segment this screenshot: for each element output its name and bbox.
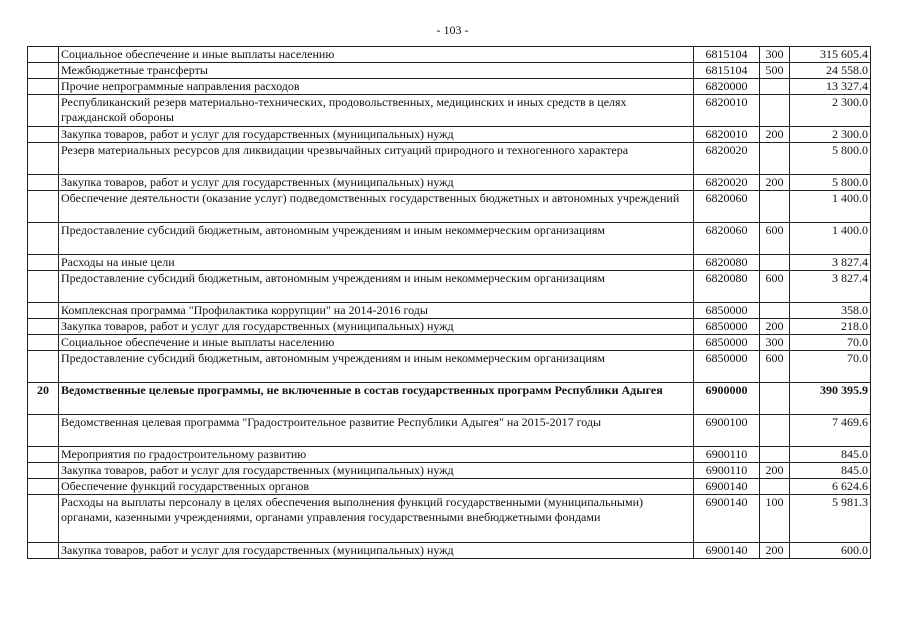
row-name-cell: Обеспечение функций государственных органов — [59, 479, 694, 495]
row-type-cell — [760, 143, 790, 175]
row-number-cell — [28, 175, 59, 191]
table-row — [28, 95, 871, 127]
row-type-cell: 200 — [760, 319, 790, 335]
table-row — [28, 143, 871, 175]
row-code-cell: 6850000 — [694, 319, 760, 335]
row-code-cell: 6900110 — [694, 447, 760, 463]
row-code-cell: 6820020 — [694, 143, 760, 175]
row-name-cell: Резерв материальных ресурсов для ликвидации чрезвычайных ситуаций природного и техногенного характера — [59, 143, 694, 175]
row-name-cell: Мероприятия по градостроительному развитию — [59, 447, 694, 463]
row-code-cell: 6815104 — [694, 63, 760, 79]
row-type-cell: 500 — [760, 63, 790, 79]
table-row — [28, 479, 871, 495]
row-name-cell: Расходы на выплаты персоналу в целях обеспечения выполнения функций государственными (муниципальными) органами, казенными учреждениями, органами управления государственными внебюджетными фондами — [59, 495, 694, 543]
row-code-cell: 6900140 — [694, 495, 760, 543]
row-code-cell: 6900140 — [694, 543, 760, 559]
row-code-cell: 6850000 — [694, 351, 760, 383]
row-type-cell — [760, 447, 790, 463]
row-sum-cell: 1 400.0 — [790, 223, 871, 255]
row-sum-cell: 390 395.9 — [790, 383, 871, 415]
row-type-cell: 200 — [760, 463, 790, 479]
row-sum-cell: 5 800.0 — [790, 143, 871, 175]
row-sum-cell: 358.0 — [790, 303, 871, 319]
budget-table — [27, 46, 871, 559]
row-name-cell: Закупка товаров, работ и услуг для государственных (муниципальных) нужд — [59, 543, 694, 559]
row-code-cell: 6900110 — [694, 463, 760, 479]
page-number: - 103 - — [436, 23, 469, 37]
row-sum-cell: 3 827.4 — [790, 255, 871, 271]
row-number-cell — [28, 415, 59, 447]
row-type-cell: 200 — [760, 175, 790, 191]
row-name-cell: Закупка товаров, работ и услуг для государственных (муниципальных) нужд — [59, 175, 694, 191]
budget-table-body — [28, 47, 871, 559]
row-name-cell: Закупка товаров, работ и услуг для государственных (муниципальных) нужд — [59, 127, 694, 143]
row-name-cell: Прочие непрограммные направления расходов — [59, 79, 694, 95]
row-type-cell: 600 — [760, 351, 790, 383]
row-number-cell — [28, 543, 59, 559]
table-row — [28, 127, 871, 143]
row-sum-cell: 7 469.6 — [790, 415, 871, 447]
table-row — [28, 447, 871, 463]
row-type-cell — [760, 79, 790, 95]
row-sum-cell: 70.0 — [790, 351, 871, 383]
row-number-cell — [28, 223, 59, 255]
row-code-cell: 6900000 — [694, 383, 760, 415]
row-name-cell: Социальное обеспечение и иные выплаты населению — [59, 47, 694, 63]
row-number-cell — [28, 319, 59, 335]
row-sum-cell: 2 300.0 — [790, 95, 871, 127]
row-code-cell: 6820080 — [694, 271, 760, 303]
table-row — [28, 335, 871, 351]
table-row — [28, 175, 871, 191]
row-sum-cell: 6 624.6 — [790, 479, 871, 495]
row-sum-cell: 315 605.4 — [790, 47, 871, 63]
row-code-cell: 6820010 — [694, 127, 760, 143]
row-type-cell — [760, 303, 790, 319]
table-row — [28, 303, 871, 319]
row-code-cell: 6900140 — [694, 479, 760, 495]
row-name-cell: Закупка товаров, работ и услуг для государственных (муниципальных) нужд — [59, 463, 694, 479]
table-row — [28, 319, 871, 335]
row-sum-cell: 1 400.0 — [790, 191, 871, 223]
row-sum-cell: 218.0 — [790, 319, 871, 335]
row-number-cell — [28, 463, 59, 479]
row-type-cell — [760, 479, 790, 495]
table-row — [28, 543, 871, 559]
table-row — [28, 351, 871, 383]
row-number-cell — [28, 303, 59, 319]
row-number-cell — [28, 79, 59, 95]
row-number-cell — [28, 127, 59, 143]
row-type-cell: 600 — [760, 223, 790, 255]
table-row — [28, 47, 871, 63]
row-name-cell: Расходы на иные цели — [59, 255, 694, 271]
row-code-cell: 6850000 — [694, 335, 760, 351]
row-name-cell: Закупка товаров, работ и услуг для государственных (муниципальных) нужд — [59, 319, 694, 335]
row-code-cell: 6820060 — [694, 223, 760, 255]
table-row — [28, 79, 871, 95]
row-code-cell: 6820060 — [694, 191, 760, 223]
row-code-cell: 6815104 — [694, 47, 760, 63]
row-sum-cell: 13 327.4 — [790, 79, 871, 95]
table-row — [28, 191, 871, 223]
row-sum-cell: 24 558.0 — [790, 63, 871, 79]
row-number-cell — [28, 479, 59, 495]
row-name-cell: Ведомственная целевая программа "Градостроительное развитие Республики Адыгея" на 2015-2017 годы — [59, 415, 694, 447]
row-number-cell — [28, 335, 59, 351]
table-row — [28, 271, 871, 303]
row-code-cell: 6820000 — [694, 79, 760, 95]
row-name-cell: Предоставление субсидий бюджетным, автономным учреждениям и иным некоммерческим организациям — [59, 271, 694, 303]
row-sum-cell: 70.0 — [790, 335, 871, 351]
row-number-cell — [28, 47, 59, 63]
row-sum-cell: 845.0 — [790, 463, 871, 479]
row-name-cell: Предоставление субсидий бюджетным, автономным учреждениям и иным некоммерческим организациям — [59, 223, 694, 255]
row-name-cell: Республиканский резерв материально-технических, продовольственных, медицинских и иных средств в целях гражданской обороны — [59, 95, 694, 127]
row-type-cell: 600 — [760, 271, 790, 303]
row-number-cell — [28, 271, 59, 303]
row-type-cell: 300 — [760, 47, 790, 63]
row-number-cell — [28, 351, 59, 383]
row-code-cell: 6900100 — [694, 415, 760, 447]
row-code-cell: 6820020 — [694, 175, 760, 191]
row-name-cell: Предоставление субсидий бюджетным, автономным учреждениям и иным некоммерческим организациям — [59, 351, 694, 383]
row-number-cell — [28, 191, 59, 223]
row-code-cell: 6850000 — [694, 303, 760, 319]
row-sum-cell: 600.0 — [790, 543, 871, 559]
row-type-cell: 300 — [760, 335, 790, 351]
row-sum-cell: 845.0 — [790, 447, 871, 463]
row-number-cell: 20 — [28, 383, 59, 415]
table-row — [28, 63, 871, 79]
row-number-cell — [28, 447, 59, 463]
row-type-cell — [760, 95, 790, 127]
row-type-cell — [760, 383, 790, 415]
row-sum-cell: 5 800.0 — [790, 175, 871, 191]
row-type-cell: 200 — [760, 127, 790, 143]
table-row — [28, 495, 871, 543]
row-code-cell: 6820080 — [694, 255, 760, 271]
row-type-cell — [760, 255, 790, 271]
table-row — [28, 223, 871, 255]
row-name-cell: Межбюджетные трансферты — [59, 63, 694, 79]
row-name-cell: Социальное обеспечение и иные выплаты населению — [59, 335, 694, 351]
row-name-cell: Комплексная программа "Профилактика коррупции" на 2014-2016 годы — [59, 303, 694, 319]
row-name-cell: Ведомственные целевые программы, не включенные в состав государственных программ Республики Адыгея — [59, 383, 694, 415]
row-sum-cell: 2 300.0 — [790, 127, 871, 143]
row-type-cell — [760, 191, 790, 223]
table-row — [28, 463, 871, 479]
row-number-cell — [28, 63, 59, 79]
row-type-cell: 100 — [760, 495, 790, 543]
table-row — [28, 415, 871, 447]
row-name-cell: Обеспечение деятельности (оказание услуг) подведомственных государственных бюджетных и автономных учреждений — [59, 191, 694, 223]
row-number-cell — [28, 95, 59, 127]
row-number-cell — [28, 143, 59, 175]
row-sum-cell: 5 981.3 — [790, 495, 871, 543]
row-sum-cell: 3 827.4 — [790, 271, 871, 303]
table-row — [28, 255, 871, 271]
row-code-cell: 6820010 — [694, 95, 760, 127]
row-number-cell — [28, 255, 59, 271]
table-row — [28, 383, 871, 415]
row-number-cell — [28, 495, 59, 543]
row-type-cell: 200 — [760, 543, 790, 559]
row-type-cell — [760, 415, 790, 447]
